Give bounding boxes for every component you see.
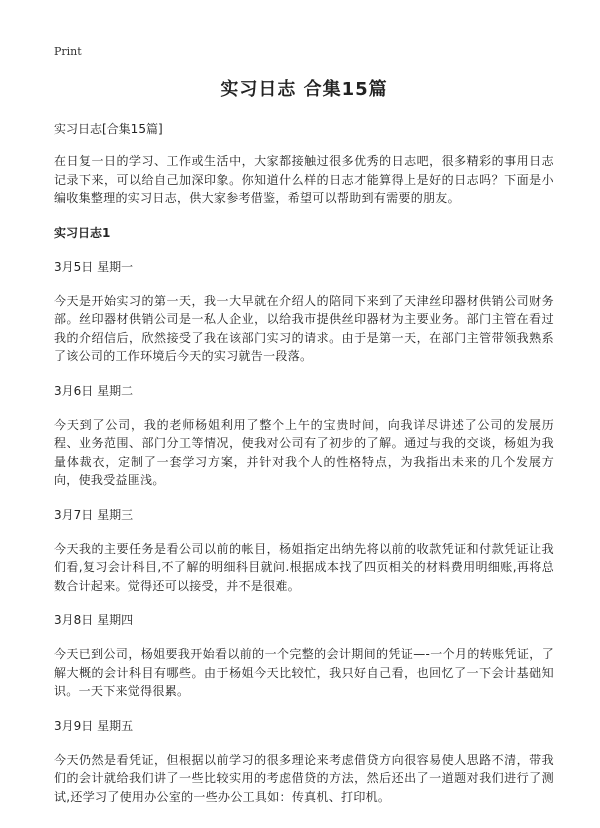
document-content [54, 78, 554, 806]
entry-date: 3月5日 星期一 [54, 259, 134, 274]
entry-text: 今天已到公司，杨姐要我开始看以前的一个完整的会计期间的凭证—-一个月的转账凭证，了解大概的会计科目有哪些。由于杨姐今天比较忙，我只好自己看，也回忆了一下会计基础知识。一天下来觉得很累。 [54, 647, 554, 698]
entry-date: 3月7日 星期三 [54, 507, 134, 522]
document-title: 实习日志 合集15篇 [220, 79, 388, 100]
entry-text: 今天仍然是看凭证，但根据以前学习的很多理论来考虑借贷方向很容易使人思路不清，带我们的会计就给我们讲了一些比较实用的考虑借贷的方法，然后还出了一道题对我们进行了测试,还学习了使用办公室的一些办公工具如：传真机、打印机。 [54, 752, 554, 804]
entry-text: 今天到了公司，我的老师杨姐利用了整个上午的宝贵时间，向我详尽讲述了公司的发展历程、业务范围、部门分工等情况，使我对公司有了初步的了解。通过与我的交谈，杨姐为我量体裁衣，定制了一套学习方案，并针对我个人的性格特点，为我指出未来的几个发展方向，使我受益匪浅。 [54, 417, 554, 487]
log-entry [54, 717, 554, 807]
entry-text: 今天我的主要任务是看公司以前的帐目，杨姐指定出纳先将以前的收款凭证和付款凭证让我们看,复习会计科目,不了解的明细科目就问.根据成本找了四页相关的材料费用明细账,再将总数合计起来。觉得还可以接受，并不是很难。 [54, 541, 554, 593]
log-entry [54, 506, 554, 596]
log-entry [54, 611, 554, 701]
entry-date: 3月9日 星期五 [54, 718, 134, 733]
entry-text: 今天是开始实习的第一天，我一大早就在介绍人的陪同下来到了天津丝印器材供销公司财务部。丝印器材供销公司是一私人企业，以给我市提供丝印器材为主要业务。部门主管在看过我的介绍信后，欣然接受了我在该部门实习的请求。由于是第一天，在部门主管带领我熟系了该公司的工作环境后今天的实习就告一段落。 [54, 293, 554, 363]
document-subtitle: 实习日志[合集15篇] [54, 122, 163, 136]
entry-date: 3月6日 星期二 [54, 383, 134, 398]
intro-paragraph: 在日复一日的学习、工作或生活中，大家都接触过很多优秀的日志吧，很多精彩的事用日志记录下来，可以给自己加深印象。你知道什么样的日志才能算得上是好的日志吗？下面是小编收集整理的实习日志，供大家参考借鉴，希望可以帮助到有需要的朋友。 [54, 154, 554, 205]
log-entry [54, 258, 554, 366]
log-entry [54, 382, 554, 490]
entry-date: 3月8日 星期四 [54, 613, 134, 627]
section-heading: 实习日志1 [54, 225, 111, 240]
print-link[interactable]: Print [54, 45, 82, 58]
